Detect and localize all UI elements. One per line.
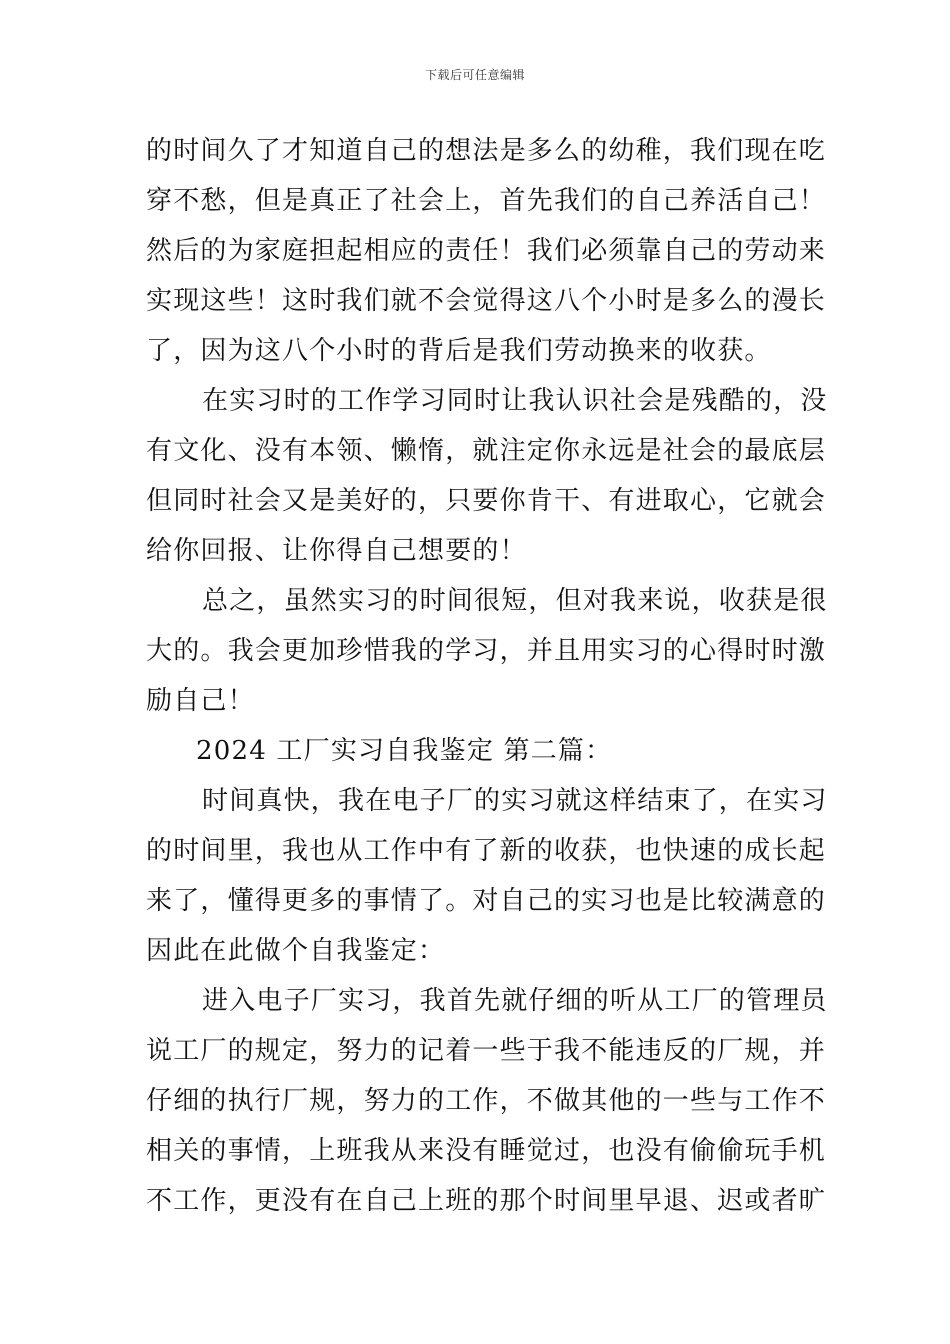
paragraph-first-line: 进入电子厂实习，我首先就仔细的听从工厂的管理员 bbox=[202, 986, 828, 1016]
text-line: 了，因为这八个小时的背后是我们劳动换来的收获。 bbox=[146, 336, 772, 366]
text-line: 穿不愁，但是真正了社会上，首先我们的自己养活自己！ bbox=[146, 186, 827, 216]
text-line: 来了，懂得更多的事情了。对自己的实习也是比较满意的 bbox=[146, 886, 827, 916]
text-line: 说工厂的规定，努力的记着一些于我不能违反的厂规，并 bbox=[146, 1036, 827, 1066]
paragraph-first-line: 总之，虽然实习的时间很短，但对我来说，收获是很 bbox=[202, 586, 828, 616]
text-line: 给你回报、让你得自己想要的！ bbox=[146, 536, 527, 566]
paragraph-first-line: 时间真快，我在电子厂的实习就这样结束了，在实习 bbox=[202, 786, 828, 816]
text-line: 相关的事情，上班我从来没有睡觉过，也没有偷偷玩手机 bbox=[146, 1136, 827, 1166]
text-line: 但同时社会又是美好的，只要你肯干、有进取心，它就会 bbox=[146, 486, 827, 516]
text-line: 的时间久了才知道自己的想法是多么的幼稚，我们现在吃 bbox=[146, 136, 827, 166]
text-line: 实现这些！这时我们就不会觉得这八个小时是多么的漫长 bbox=[146, 286, 827, 316]
text-line: 仔细的执行厂规，努力的工作，不做其他的一些与工作不 bbox=[146, 1086, 827, 1116]
text-line: 大的。我会更加珍惜我的学习，并且用实习的心得时时激 bbox=[146, 636, 827, 666]
page-header: 下载后可任意编辑 bbox=[424, 68, 525, 82]
text-line: 然后的为家庭担起相应的责任！我们必须靠自己的劳动来 bbox=[146, 236, 827, 266]
text-line: 不工作，更没有在自己上班的那个时间里早退、迟或者旷 bbox=[146, 1186, 827, 1216]
text-line: 励自己！ bbox=[146, 686, 255, 716]
text-line: 有文化、没有本领、懒惰，就注定你永远是社会的最底层 bbox=[146, 436, 827, 466]
document-body bbox=[146, 126, 828, 1226]
text-line: 因此在此做个自我鉴定： bbox=[146, 936, 446, 966]
section-heading: 2024 工厂实习自我鉴定 第二篇： bbox=[196, 736, 613, 766]
paragraph-first-line: 在实习时的工作学习同时让我认识社会是残酷的，没 bbox=[202, 386, 828, 416]
text-line: 的时间里，我也从工作中有了新的收获，也快速的成长起 bbox=[146, 836, 827, 866]
